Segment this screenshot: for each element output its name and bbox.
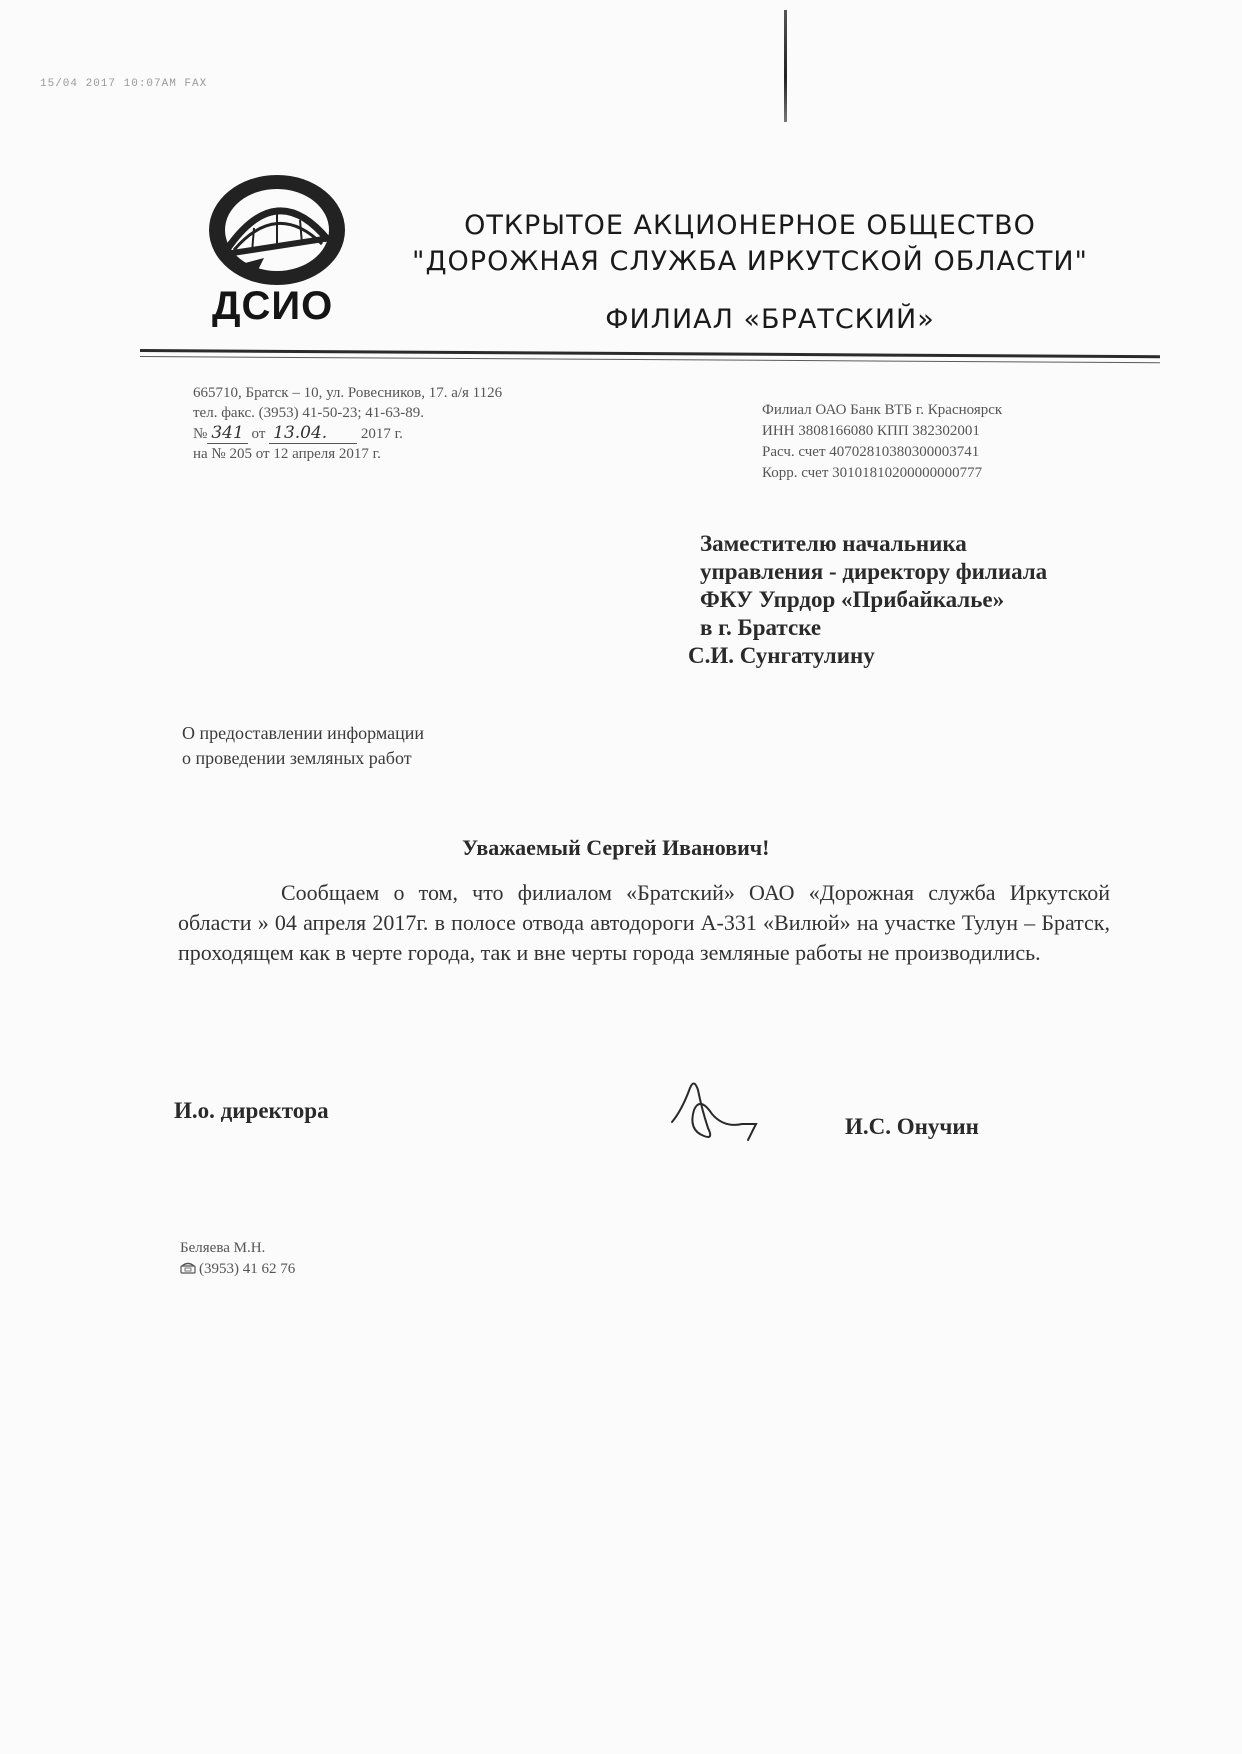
executor-phone: (3953) 41 62 76: [199, 1261, 296, 1277]
recipient-line-3: ФКУ Упрдор «Прибайкалье»: [700, 587, 1005, 612]
recipient-line-4: в г. Братске: [700, 615, 822, 640]
outgoing-number: № 341 от 13.04. 2017 г.: [193, 423, 403, 443]
bank-line-3: Расч. счет 40702810380300003741: [762, 444, 980, 460]
organization-title: [370, 208, 1130, 280]
executor-details: [180, 1238, 295, 1280]
bridge-emblem-icon: [204, 170, 350, 288]
branch-name: ФИЛИАЛ «БРАТСКИЙ»: [605, 304, 935, 335]
reply-reference: на № 205 от 12 апреля 2017 г.: [193, 446, 381, 462]
sender-phones: тел. факс. (3953) 41-50-23; 41-63-89.: [193, 405, 425, 421]
bank-details: [762, 400, 1102, 484]
fax-header: 15/04 2017 10:07AM FAX: [40, 78, 208, 90]
org-title-line-1: ОТКРЫТОЕ АКЦИОНЕРНОЕ ОБЩЕСТВО: [464, 210, 1036, 241]
recipient-line-2: управления - директору филиала: [700, 559, 1048, 584]
executor-name: Беляева М.Н.: [180, 1240, 266, 1256]
letter-body: Сообщаем о том, что филиалом «Братский» ОАО «Дорожная служба Иркутской области » 04 апреля 2017г. в полосе отвода автодороги А-331 «Вилюй» на участке Тулун – Братск, проходящем как в черте города, так и вне черты города земляные работы не производились.: [178, 880, 1110, 965]
sender-details: [193, 383, 623, 464]
bank-line-4: Корр. счет 30101810200000000777: [762, 465, 983, 481]
executor-phone-row: [180, 1259, 295, 1280]
signatory-name: И.С. Онучин: [845, 1114, 979, 1139]
phone-icon: [180, 1262, 196, 1274]
handwritten-date: 13.04.: [269, 423, 357, 444]
recipient-name: С.И. Сунгатулину: [688, 643, 875, 668]
sender-address: 665710, Братск – 10, ул. Ровесников, 17. а/я 1126: [193, 385, 503, 401]
letter-subject: [182, 721, 502, 771]
greeting: Уважаемый Сергей Иванович!: [462, 835, 770, 860]
handwritten-number: 341: [207, 423, 247, 444]
subject-line-2: о проведении земляных работ: [182, 748, 412, 768]
handwritten-signature: [668, 1070, 768, 1150]
signatory-title: И.о. директора: [174, 1098, 329, 1123]
bank-line-2: ИНН 3808166080 КПП 382302001: [762, 423, 980, 439]
bank-line-1: Филиал ОАО Банк ВТБ г. Красноярск: [762, 402, 1003, 418]
recipient-block: [688, 530, 1120, 670]
scan-artifact: [784, 10, 787, 122]
logo-text: ДСИО: [212, 284, 334, 328]
org-title-line-2: "ДОРОЖНАЯ СЛУЖБА ИРКУТСКОЙ ОБЛАСТИ": [412, 246, 1088, 277]
subject-line-1: О предоставлении информации: [182, 723, 424, 743]
recipient-line-1: Заместителю начальника: [700, 531, 967, 556]
